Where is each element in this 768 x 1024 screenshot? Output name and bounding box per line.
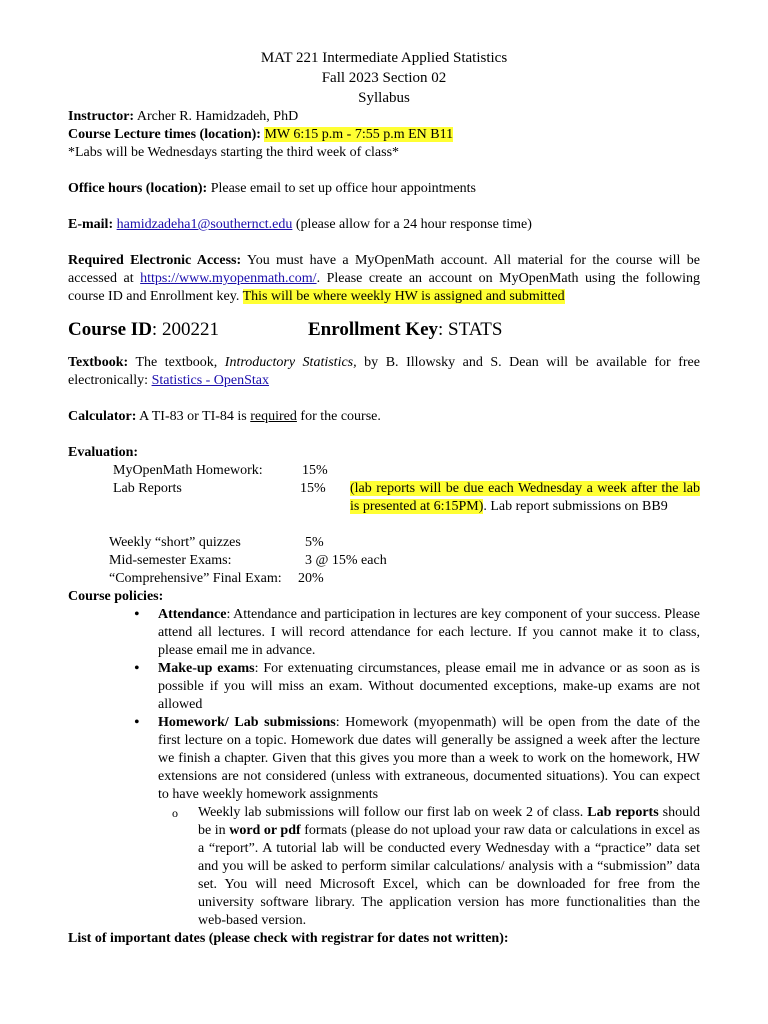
- dates-heading-text: List of important dates (please check with registrar for dates not written):: [68, 931, 509, 946]
- lecture-line: [68, 126, 700, 144]
- policy-homework: [158, 714, 700, 930]
- policy-makeup: [158, 660, 700, 714]
- important-dates-heading: [68, 930, 700, 948]
- access-text-2: . Please create an account on MyOpenMath using the following course ID and Enrollment key.: [68, 271, 700, 304]
- evaluation-label: Evaluation:: [68, 445, 139, 460]
- eval-item-pct: 15%: [302, 463, 328, 478]
- attendance-text: : Attendance and participation in lectures are key component of your success. Please attend all lectures. I will record attendance for each lecture. If you cannot make it to class, please email me in advance.: [158, 607, 700, 658]
- eval-item-name: Lab Reports: [113, 481, 182, 496]
- openstax-link[interactable]: Statistics - OpenStax: [151, 373, 270, 388]
- lab-submission-item: [198, 804, 700, 930]
- lab-reports-bold: Lab reports: [587, 805, 659, 820]
- textbook-label: Textbook:: [68, 355, 129, 370]
- instructor-label: Instructor:: [68, 109, 135, 124]
- course-id-value: : 200221: [151, 319, 219, 340]
- access-text-1: You must have a MyOpenMath account. All material for the course will be accessed at: [68, 253, 701, 286]
- email-label: E-mail:: [68, 217, 114, 232]
- calculator-label: Calculator:: [68, 409, 137, 424]
- eval-item-pct: 20%: [298, 571, 324, 586]
- enrollment-label: Enrollment Key: [308, 319, 439, 340]
- course-id-line: [68, 318, 700, 342]
- policies-list: [68, 606, 700, 930]
- myopenmath-link[interactable]: https://www.myopenmath.com/: [140, 271, 317, 286]
- calculator-line: [68, 408, 700, 426]
- course-title: MAT 221 Intermediate Applied Statistics: [260, 50, 508, 66]
- lab-note-highlight: (lab reports will be due each Wednesday a week after the lab is presented at 6:15PM): [350, 481, 700, 514]
- lab-sub-text-2: should be in: [198, 805, 700, 838]
- eval-item-pct: 15%: [300, 481, 326, 496]
- email-link[interactable]: hamidzadeha1@southernct.edu: [116, 217, 293, 232]
- instructor-name: Archer R. Hamidzadeh, PhD: [134, 109, 299, 124]
- eval-item-pct: 3 @ 15% each: [305, 553, 387, 568]
- lab-sub-text-3: formats (please do not upload your raw data or calculations in excel as a “report”. A tutorial lab will be conducted every Wednesday with a “practice” data set and you will be asked to perform similar calculations/ analysis with a “submission” data set. You will need Microsoft Excel, which can be downloaded for free from the university software library. The application version has more functionalities than the web-based version.: [198, 823, 700, 928]
- access-label: Required Electronic Access:: [68, 253, 242, 268]
- eval-item-name: “Comprehensive” Final Exam:: [109, 571, 282, 586]
- syllabus-page: [68, 48, 700, 948]
- eval-row: [68, 534, 700, 552]
- calculator-text-2: for the course.: [296, 409, 381, 424]
- access-paragraph: [68, 252, 700, 306]
- office-value: Please email to set up office hour appointments: [207, 181, 476, 196]
- homework-text: : Homework (myopenmath) will be open from the date of the first lecture on a topic. Homework due dates will generally be assigned a week after the lecture we finish a chapter. Given that this gives you more than a week to work on the homework, HW extensions are not considered (unless with extraneous, documented situations). You can expect to have weekly homework assignments: [158, 715, 701, 802]
- evaluation-heading: [68, 444, 700, 462]
- lecture-label: Course Lecture times (location):: [68, 127, 261, 142]
- access-highlight: This will be where weekly HW is assigned and submitted: [242, 289, 565, 304]
- textbook-title: Introductory Statistics,: [224, 355, 357, 370]
- eval-item-pct: 5%: [305, 535, 324, 550]
- course-id-label: Course ID: [68, 319, 152, 340]
- eval-item-name: Mid-semester Exams:: [109, 553, 232, 568]
- office-label: Office hours (location):: [68, 181, 208, 196]
- document-header: [68, 48, 700, 108]
- textbook-paragraph: [68, 354, 700, 390]
- labs-note: *Labs will be Wednesdays starting the third week of class*: [68, 145, 400, 160]
- eval-row: [68, 462, 700, 480]
- eval-row: [68, 570, 700, 588]
- calculator-text-1: A TI-83 or TI-84 is: [136, 409, 251, 424]
- lecture-times: MW 6:15 p.m - 7:55 p.m EN B11: [264, 127, 454, 142]
- eval-item-name: MyOpenMath Homework:: [113, 463, 263, 478]
- lab-note-rest: . Lab report submissions on BB9: [483, 499, 668, 514]
- email-note: (please allow for a 24 hour response time): [292, 217, 532, 232]
- policy-attendance: [158, 606, 700, 660]
- policies-label: Course policies:: [68, 589, 164, 604]
- lab-report-note: [350, 480, 700, 516]
- instructor-line: [68, 108, 700, 126]
- calculator-required: required: [250, 409, 297, 424]
- lab-sub-text-1: Weekly lab submissions will follow our first lab on week 2 of class.: [198, 805, 588, 820]
- enrollment-value: : STATS: [438, 319, 503, 340]
- textbook-text-1: The textbook,: [128, 355, 225, 370]
- enrollment-key: [308, 318, 502, 342]
- eval-row: [68, 480, 700, 534]
- makeup-label: Make-up exams: [158, 661, 255, 676]
- email-line: [68, 216, 700, 234]
- textbook-text-2: by B. Illowsky and S. Dean will be available for free electronically:: [68, 355, 700, 388]
- eval-row: [68, 552, 700, 570]
- homework-label: Homework/ Lab submissions: [158, 715, 336, 730]
- eval-item-name: Weekly “short” quizzes: [109, 535, 241, 550]
- homework-sublist: [158, 804, 700, 930]
- term-section: Fall 2023 Section 02: [321, 70, 447, 86]
- makeup-text: : For extenuating circumstances, please email me in advance or as soon as is possible if you will miss an exam. Without documented exceptions, make-up exams are not allowed: [158, 661, 700, 712]
- document-type: Syllabus: [358, 90, 410, 106]
- policies-heading: [68, 588, 700, 606]
- office-hours-line: [68, 180, 700, 198]
- attendance-label: Attendance: [158, 607, 227, 622]
- word-or-pdf-bold: word or pdf: [229, 823, 301, 838]
